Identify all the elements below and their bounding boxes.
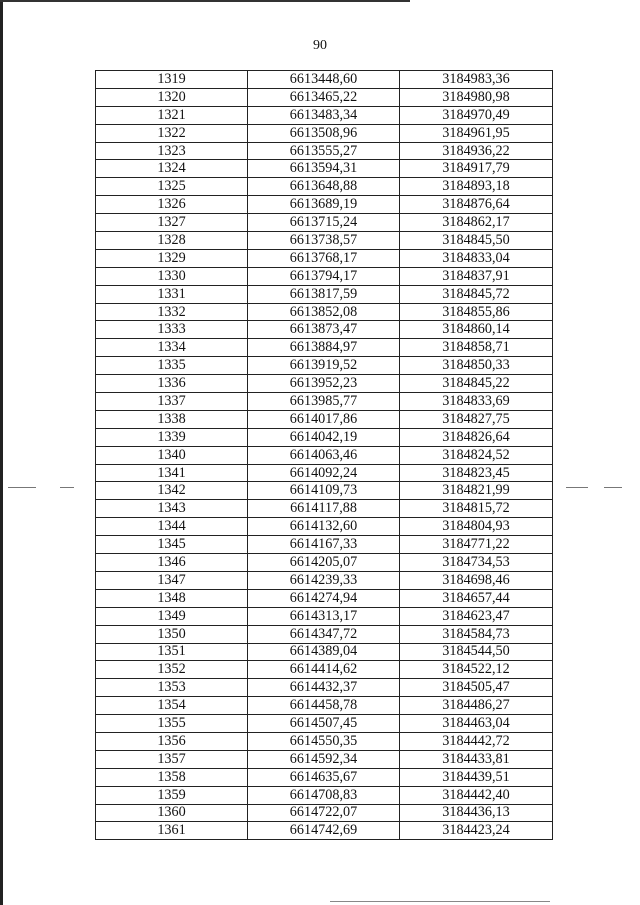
x-coordinate-cell: 6613508,96 xyxy=(248,124,400,142)
point-number-cell: 1339 xyxy=(96,428,248,446)
table-row xyxy=(96,571,553,589)
point-number-cell: 1354 xyxy=(96,697,248,715)
point-number-cell: 1323 xyxy=(96,142,248,160)
x-coordinate-cell: 6613555,27 xyxy=(248,142,400,160)
x-coordinate-cell: 6614205,07 xyxy=(248,554,400,572)
table-row xyxy=(96,124,553,142)
point-number-cell: 1326 xyxy=(96,196,248,214)
x-coordinate-cell: 6613483,34 xyxy=(248,106,400,124)
y-coordinate-cell: 3184463,04 xyxy=(400,715,553,733)
point-number-cell: 1361 xyxy=(96,822,248,840)
y-coordinate-cell: 3184442,72 xyxy=(400,732,553,750)
y-coordinate-cell: 3184623,47 xyxy=(400,607,553,625)
y-coordinate-cell: 3184771,22 xyxy=(400,536,553,554)
x-coordinate-cell: 6613873,47 xyxy=(248,321,400,339)
x-coordinate-cell: 6614635,67 xyxy=(248,768,400,786)
x-coordinate-cell: 6614167,33 xyxy=(248,536,400,554)
x-coordinate-cell: 6614550,35 xyxy=(248,732,400,750)
point-number-cell: 1348 xyxy=(96,589,248,607)
table-row xyxy=(96,71,553,89)
coordinates-table xyxy=(95,70,553,840)
y-coordinate-cell: 3184544,50 xyxy=(400,643,553,661)
y-coordinate-cell: 3184970,49 xyxy=(400,106,553,124)
point-number-cell: 1352 xyxy=(96,661,248,679)
x-coordinate-cell: 6613594,31 xyxy=(248,160,400,178)
x-coordinate-cell: 6613689,19 xyxy=(248,196,400,214)
table-row xyxy=(96,321,553,339)
point-number-cell: 1355 xyxy=(96,715,248,733)
x-coordinate-cell: 6614313,17 xyxy=(248,607,400,625)
y-coordinate-cell: 3184442,40 xyxy=(400,786,553,804)
scan-artifact-dash xyxy=(604,487,622,488)
table-row xyxy=(96,428,553,446)
scan-edge-top xyxy=(0,0,410,2)
point-number-cell: 1342 xyxy=(96,482,248,500)
x-coordinate-cell: 6613465,22 xyxy=(248,88,400,106)
y-coordinate-cell: 3184980,98 xyxy=(400,88,553,106)
y-coordinate-cell: 3184505,47 xyxy=(400,679,553,697)
x-coordinate-cell: 6613738,57 xyxy=(248,232,400,250)
point-number-cell: 1320 xyxy=(96,88,248,106)
point-number-cell: 1336 xyxy=(96,375,248,393)
x-coordinate-cell: 6613985,77 xyxy=(248,393,400,411)
table-row xyxy=(96,715,553,733)
point-number-cell: 1319 xyxy=(96,71,248,89)
y-coordinate-cell: 3184827,75 xyxy=(400,410,553,428)
point-number-cell: 1358 xyxy=(96,768,248,786)
x-coordinate-cell: 6614414,62 xyxy=(248,661,400,679)
table-row xyxy=(96,303,553,321)
table-row xyxy=(96,446,553,464)
table-row xyxy=(96,267,553,285)
x-coordinate-cell: 6614117,88 xyxy=(248,500,400,518)
y-coordinate-cell: 3184486,27 xyxy=(400,697,553,715)
point-number-cell: 1345 xyxy=(96,536,248,554)
y-coordinate-cell: 3184850,33 xyxy=(400,357,553,375)
x-coordinate-cell: 6614458,78 xyxy=(248,697,400,715)
scan-artifact-dash xyxy=(8,487,36,488)
table-row xyxy=(96,214,553,232)
x-coordinate-cell: 6613794,17 xyxy=(248,267,400,285)
table-row xyxy=(96,178,553,196)
x-coordinate-cell: 6613852,08 xyxy=(248,303,400,321)
y-coordinate-cell: 3184917,79 xyxy=(400,160,553,178)
y-coordinate-cell: 3184855,86 xyxy=(400,303,553,321)
point-number-cell: 1332 xyxy=(96,303,248,321)
x-coordinate-cell: 6614592,34 xyxy=(248,750,400,768)
point-number-cell: 1347 xyxy=(96,571,248,589)
y-coordinate-cell: 3184698,46 xyxy=(400,571,553,589)
table-row xyxy=(96,589,553,607)
x-coordinate-cell: 6614109,73 xyxy=(248,482,400,500)
x-coordinate-cell: 6614132,60 xyxy=(248,518,400,536)
y-coordinate-cell: 3184845,50 xyxy=(400,232,553,250)
point-number-cell: 1330 xyxy=(96,267,248,285)
point-number-cell: 1346 xyxy=(96,554,248,572)
y-coordinate-cell: 3184734,53 xyxy=(400,554,553,572)
y-coordinate-cell: 3184876,64 xyxy=(400,196,553,214)
x-coordinate-cell: 6614347,72 xyxy=(248,625,400,643)
table-row xyxy=(96,88,553,106)
y-coordinate-cell: 3184833,69 xyxy=(400,393,553,411)
y-coordinate-cell: 3184862,17 xyxy=(400,214,553,232)
point-number-cell: 1333 xyxy=(96,321,248,339)
x-coordinate-cell: 6614239,33 xyxy=(248,571,400,589)
table-row xyxy=(96,554,553,572)
table-row xyxy=(96,697,553,715)
point-number-cell: 1360 xyxy=(96,804,248,822)
x-coordinate-cell: 6614063,46 xyxy=(248,446,400,464)
table-row xyxy=(96,661,553,679)
point-number-cell: 1328 xyxy=(96,232,248,250)
table-row xyxy=(96,732,553,750)
table-row xyxy=(96,339,553,357)
table-row xyxy=(96,232,553,250)
y-coordinate-cell: 3184845,72 xyxy=(400,285,553,303)
x-coordinate-cell: 6614274,94 xyxy=(248,589,400,607)
table-row xyxy=(96,804,553,822)
scan-artifact-dash xyxy=(60,487,74,488)
table-row xyxy=(96,625,553,643)
x-coordinate-cell: 6614042,19 xyxy=(248,428,400,446)
point-number-cell: 1351 xyxy=(96,643,248,661)
point-number-cell: 1327 xyxy=(96,214,248,232)
table-row xyxy=(96,393,553,411)
table-row xyxy=(96,464,553,482)
y-coordinate-cell: 3184858,71 xyxy=(400,339,553,357)
x-coordinate-cell: 6614432,37 xyxy=(248,679,400,697)
point-number-cell: 1340 xyxy=(96,446,248,464)
x-coordinate-cell: 6613919,52 xyxy=(248,357,400,375)
table-row xyxy=(96,482,553,500)
page-number: 90 xyxy=(313,38,327,53)
x-coordinate-cell: 6614742,69 xyxy=(248,822,400,840)
x-coordinate-cell: 6613648,88 xyxy=(248,178,400,196)
point-number-cell: 1337 xyxy=(96,393,248,411)
y-coordinate-cell: 3184584,73 xyxy=(400,625,553,643)
y-coordinate-cell: 3184423,24 xyxy=(400,822,553,840)
x-coordinate-cell: 6614017,86 xyxy=(248,410,400,428)
point-number-cell: 1338 xyxy=(96,410,248,428)
table-row xyxy=(96,249,553,267)
table-row xyxy=(96,679,553,697)
point-number-cell: 1343 xyxy=(96,500,248,518)
x-coordinate-cell: 6613952,23 xyxy=(248,375,400,393)
x-coordinate-cell: 6613768,17 xyxy=(248,249,400,267)
x-coordinate-cell: 6613448,60 xyxy=(248,71,400,89)
x-coordinate-cell: 6614507,45 xyxy=(248,715,400,733)
table-row xyxy=(96,643,553,661)
table-row xyxy=(96,822,553,840)
point-number-cell: 1356 xyxy=(96,732,248,750)
x-coordinate-cell: 6614722,07 xyxy=(248,804,400,822)
y-coordinate-cell: 3184804,93 xyxy=(400,518,553,536)
table-row xyxy=(96,375,553,393)
y-coordinate-cell: 3184815,72 xyxy=(400,500,553,518)
table-row xyxy=(96,500,553,518)
x-coordinate-cell: 6614708,83 xyxy=(248,786,400,804)
point-number-cell: 1321 xyxy=(96,106,248,124)
y-coordinate-cell: 3184522,12 xyxy=(400,661,553,679)
table-row xyxy=(96,106,553,124)
point-number-cell: 1350 xyxy=(96,625,248,643)
y-coordinate-cell: 3184893,18 xyxy=(400,178,553,196)
y-coordinate-cell: 3184823,45 xyxy=(400,464,553,482)
point-number-cell: 1357 xyxy=(96,750,248,768)
point-number-cell: 1324 xyxy=(96,160,248,178)
y-coordinate-cell: 3184860,14 xyxy=(400,321,553,339)
y-coordinate-cell: 3184961,95 xyxy=(400,124,553,142)
scan-edge-bottom xyxy=(330,901,550,902)
point-number-cell: 1334 xyxy=(96,339,248,357)
table-row xyxy=(96,410,553,428)
x-coordinate-cell: 6614389,04 xyxy=(248,643,400,661)
point-number-cell: 1353 xyxy=(96,679,248,697)
point-number-cell: 1329 xyxy=(96,249,248,267)
table-row xyxy=(96,768,553,786)
point-number-cell: 1331 xyxy=(96,285,248,303)
table-row xyxy=(96,285,553,303)
point-number-cell: 1335 xyxy=(96,357,248,375)
coordinates-table-body xyxy=(96,71,553,840)
scan-artifact-dash xyxy=(566,487,588,488)
x-coordinate-cell: 6613884,97 xyxy=(248,339,400,357)
y-coordinate-cell: 3184833,04 xyxy=(400,249,553,267)
x-coordinate-cell: 6614092,24 xyxy=(248,464,400,482)
point-number-cell: 1359 xyxy=(96,786,248,804)
point-number-cell: 1322 xyxy=(96,124,248,142)
point-number-cell: 1325 xyxy=(96,178,248,196)
point-number-cell: 1349 xyxy=(96,607,248,625)
table-row xyxy=(96,357,553,375)
table-row xyxy=(96,607,553,625)
point-number-cell: 1341 xyxy=(96,464,248,482)
x-coordinate-cell: 6613715,24 xyxy=(248,214,400,232)
y-coordinate-cell: 3184936,22 xyxy=(400,142,553,160)
x-coordinate-cell: 6613817,59 xyxy=(248,285,400,303)
y-coordinate-cell: 3184837,91 xyxy=(400,267,553,285)
point-number-cell: 1344 xyxy=(96,518,248,536)
y-coordinate-cell: 3184433,81 xyxy=(400,750,553,768)
y-coordinate-cell: 3184657,44 xyxy=(400,589,553,607)
scan-edge-left xyxy=(0,0,3,905)
y-coordinate-cell: 3184826,64 xyxy=(400,428,553,446)
table-row xyxy=(96,786,553,804)
y-coordinate-cell: 3184983,36 xyxy=(400,71,553,89)
y-coordinate-cell: 3184821,99 xyxy=(400,482,553,500)
y-coordinate-cell: 3184436,13 xyxy=(400,804,553,822)
table-row xyxy=(96,750,553,768)
table-row xyxy=(96,160,553,178)
y-coordinate-cell: 3184845,22 xyxy=(400,375,553,393)
y-coordinate-cell: 3184824,52 xyxy=(400,446,553,464)
table-row xyxy=(96,536,553,554)
table-row xyxy=(96,196,553,214)
table-row xyxy=(96,142,553,160)
table-row xyxy=(96,518,553,536)
y-coordinate-cell: 3184439,51 xyxy=(400,768,553,786)
